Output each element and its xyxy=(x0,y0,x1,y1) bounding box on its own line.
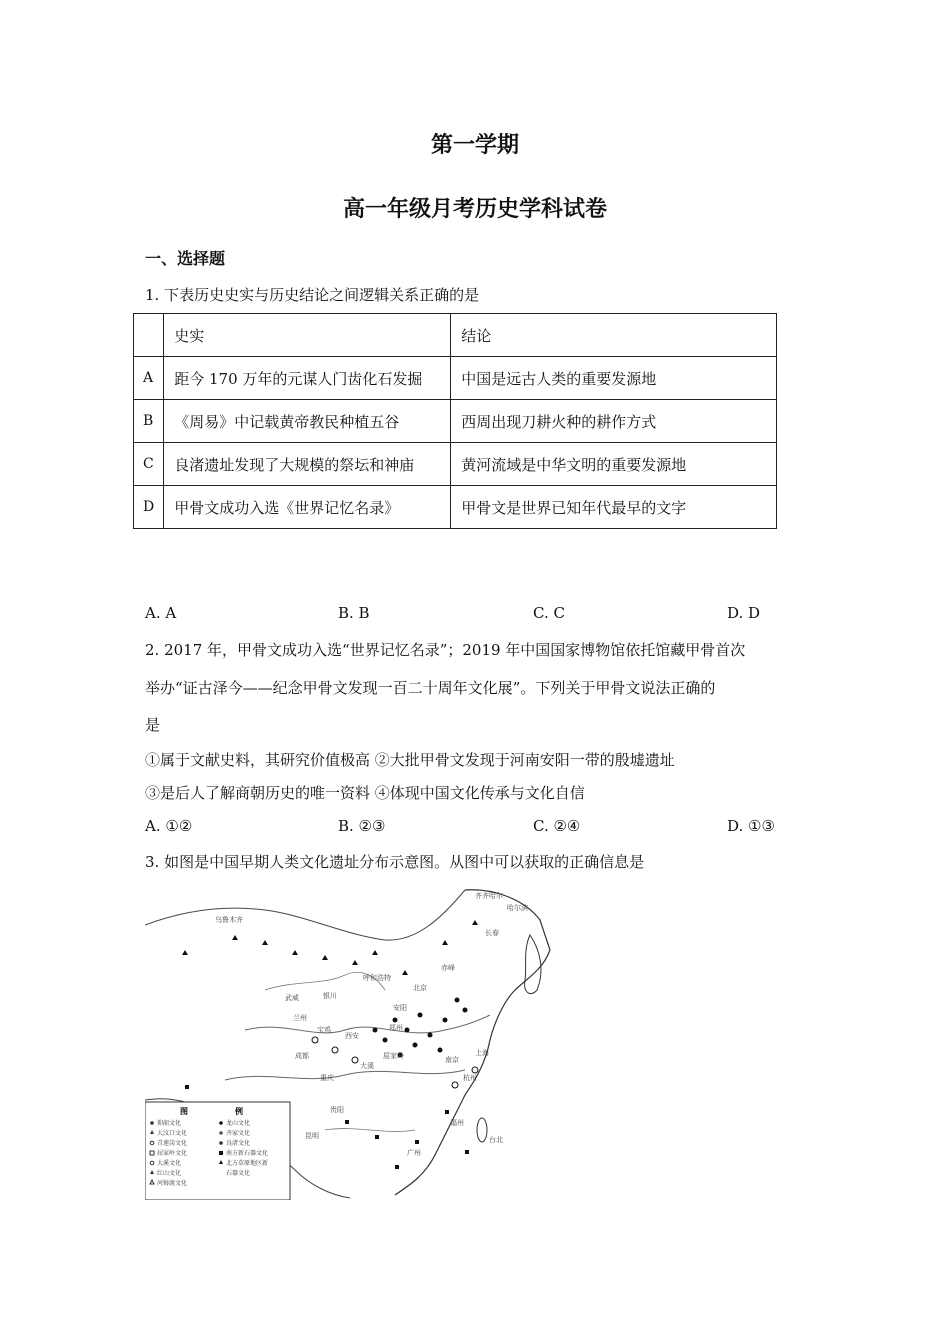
row-letter: C xyxy=(134,443,164,486)
legend-entry: 北方草原地区新 xyxy=(226,1160,269,1167)
place-label: 屈家岭 xyxy=(383,1052,404,1060)
place-label: 广州 xyxy=(407,1149,421,1157)
legend-entry: 青莲岗文化 xyxy=(157,1140,188,1147)
q2-option-c[interactable]: C. ②④ xyxy=(533,817,581,835)
place-label: 成都 xyxy=(295,1052,309,1060)
culture-site-map xyxy=(145,880,558,1200)
q2-items-1-2: ①属于文献史料，其研究价值极高 ②大批甲骨文发现于河南安阳一带的殷墟遗址 xyxy=(145,751,675,769)
section-heading: 一、选择题 xyxy=(145,249,226,268)
legend-entry: 石器文化 xyxy=(226,1170,251,1177)
legend-entry: 红山文化 xyxy=(157,1170,182,1177)
place-label: 贵阳 xyxy=(330,1106,344,1114)
legend-entry: 齐家文化 xyxy=(226,1130,251,1137)
place-label: 上海 xyxy=(475,1049,489,1057)
taiwan-island xyxy=(477,1118,487,1142)
q2-stem-line3: 是 xyxy=(145,716,161,734)
pearl-river xyxy=(325,1129,415,1132)
q2-option-d[interactable]: D. ①③ xyxy=(727,817,775,835)
place-label: 长春 xyxy=(485,929,499,937)
q1-option-d[interactable]: D. D xyxy=(727,604,761,622)
legend-entry: 南方新石器文化 xyxy=(226,1150,269,1157)
place-label: 武威 xyxy=(285,994,299,1002)
place-label: 齐齐哈尔 xyxy=(475,892,503,900)
q2-option-b[interactable]: B. ②③ xyxy=(338,817,386,835)
column-header-conclusion: 结论 xyxy=(451,314,777,357)
question-1-table xyxy=(133,313,777,529)
peninsula xyxy=(525,935,541,994)
table-header-row xyxy=(134,314,777,357)
row-fact: 《周易》中记载黄帝教民种植五谷 xyxy=(164,400,451,443)
place-label: 杭州 xyxy=(463,1074,477,1082)
q1-option-b[interactable]: B. B xyxy=(338,604,370,622)
table-row xyxy=(134,357,777,400)
row-conclusion: 中国是远古人类的重要发源地 xyxy=(451,357,777,400)
row-letter: A xyxy=(134,357,164,400)
legend-entry: 大汶口文化 xyxy=(157,1130,188,1137)
table-row xyxy=(134,486,777,529)
place-label: 重庆 xyxy=(320,1074,334,1082)
place-label: 北京 xyxy=(413,984,427,992)
place-label: 宝鸡 xyxy=(317,1026,331,1034)
q2-items-3-4: ③是后人了解商朝历史的唯一资料 ④体现中国文化传承与文化自信 xyxy=(145,784,585,802)
row-conclusion: 甲骨文是世界已知年代最早的文字 xyxy=(451,486,777,529)
place-label: 郑州 xyxy=(389,1024,403,1032)
place-label: 西安 xyxy=(345,1032,359,1040)
place-label: 福州 xyxy=(450,1119,464,1127)
map-figure xyxy=(145,880,558,1200)
northern-border xyxy=(145,890,465,940)
q2-option-a[interactable]: A. ①② xyxy=(145,817,193,835)
table-row xyxy=(134,443,777,486)
row-fact: 良渚遗址发现了大规模的祭坛和神庙 xyxy=(164,443,451,486)
place-label: 哈尔滨 xyxy=(507,904,528,912)
legend-title: 图 xyxy=(180,1107,188,1116)
row-letter: B xyxy=(134,400,164,443)
place-label: 大溪 xyxy=(360,1062,374,1070)
q1-option-c[interactable]: C. C xyxy=(533,604,565,622)
table-cell xyxy=(134,314,164,357)
page-title: 第一学期 xyxy=(430,132,519,158)
legend-entry: 龙山文化 xyxy=(226,1120,251,1127)
q1-option-a[interactable]: A. A xyxy=(145,604,177,622)
place-label: 兰州 xyxy=(293,1014,307,1022)
q3-stem: 3. 如图是中国早期人类文化遗址分布示意图。从图中可以获取的正确信息是 xyxy=(145,853,645,871)
row-letter: D xyxy=(134,486,164,529)
legend-entry: 河姆渡文化 xyxy=(157,1180,188,1187)
row-fact: 甲骨文成功入选《世界记忆名录》 xyxy=(164,486,451,529)
place-label: 乌鲁木齐 xyxy=(215,916,243,924)
q2-stem-line2: 举办“证古泽今——纪念甲骨文发现一百二十周年文化展”。下列关于甲骨文说法正确的 xyxy=(145,679,716,697)
place-label: 呼和浩特 xyxy=(363,974,391,982)
legend-title: 例 xyxy=(235,1107,243,1116)
place-label: 银川 xyxy=(323,992,337,1000)
question-1-stem: 1. 下表历史史实与历史结论之间逻辑关系正确的是 xyxy=(145,286,480,304)
row-conclusion: 西周出现刀耕火种的耕作方式 xyxy=(451,400,777,443)
legend-entry: 屈家岭文化 xyxy=(157,1150,188,1157)
row-conclusion: 黄河流域是中华文明的重要发源地 xyxy=(451,443,777,486)
q2-stem-line1: 2. 2017 年，甲骨文成功入选“世界记忆名录”；2019 年中国国家博物馆依托馆藏甲骨首次 xyxy=(145,641,746,659)
place-label: 南京 xyxy=(445,1056,459,1064)
table-row xyxy=(134,400,777,443)
row-fact: 距今 170 万年的元谋人门齿化石发掘 xyxy=(164,357,451,400)
place-label: 安阳 xyxy=(393,1004,407,1012)
column-header-fact: 史实 xyxy=(164,314,451,357)
yellow-river xyxy=(245,1015,490,1033)
legend-entry: 大溪文化 xyxy=(157,1160,182,1167)
exam-subtitle: 高一年级月考历史学科试卷 xyxy=(342,196,607,222)
place-label: 台北 xyxy=(489,1136,503,1144)
yangtze-river xyxy=(225,1070,465,1080)
legend-entry: 仰韶文化 xyxy=(157,1120,182,1127)
place-label: 昆明 xyxy=(305,1132,319,1140)
legend-entry: 良渚文化 xyxy=(226,1140,251,1147)
place-label: 赤峰 xyxy=(441,964,455,972)
